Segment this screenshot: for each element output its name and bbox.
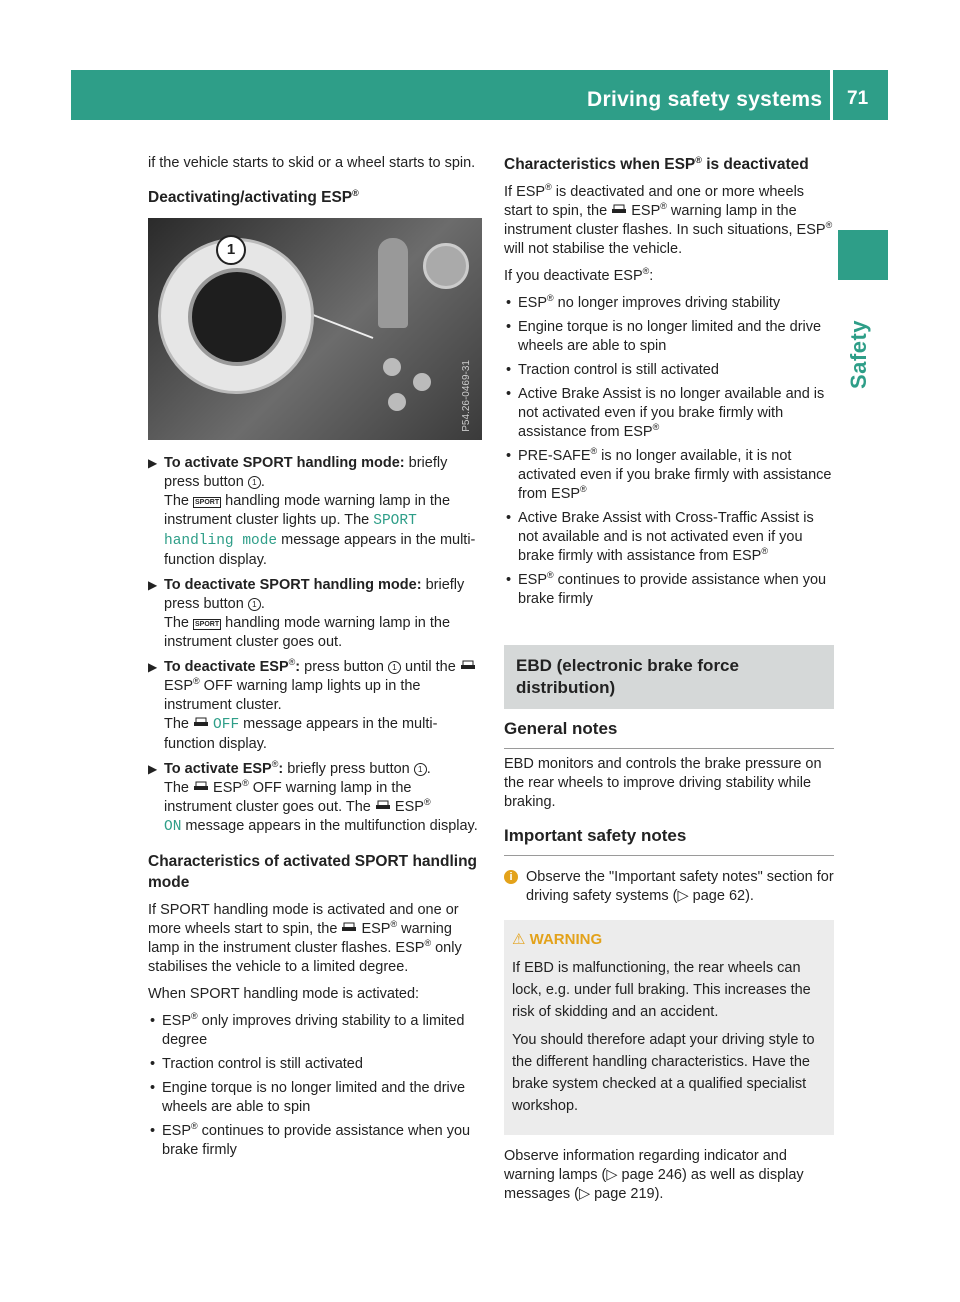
esp-off-icon — [193, 780, 209, 794]
sport-button-icon: SPORT — [195, 499, 220, 506]
heading-deactivate-esp: Deactivating/activating ESP® — [148, 187, 359, 206]
esp-icon — [375, 799, 391, 813]
info-note — [504, 868, 834, 906]
side-tab-label: Safety — [846, 319, 871, 389]
esp-deactivated-paragraph: If ESP® is deactivated and one or more wheels start to spin, the ESP® warning lamp in the instrument cluster flashes. In such situations, ESP® will not stabilise the vehicle. — [504, 182, 833, 257]
list-item: • Active Brake Assist is no longer available and is not activated even if you brake firmly with assistance from ESP® — [506, 386, 825, 440]
info-icon: i — [504, 870, 518, 884]
warning-title: ⚠ WARNING — [512, 931, 603, 948]
page-number: 71 — [847, 88, 869, 109]
photo-code: P54.26-0469-31 — [461, 360, 472, 432]
step-activate-sport: ▶ To activate SPORT handling mode: briefly press button 1 . The SPORT handling mode warning lamp in the instrument cluster lights up. The SPORT handling mode message appears in the multi-function display. — [148, 455, 476, 568]
esp-off-icon — [460, 659, 476, 673]
esp-off-button-icon — [188, 268, 286, 366]
console-button — [383, 358, 401, 376]
heading-sport-characteristics: Characteristics of activated SPORT handling mode — [148, 853, 478, 891]
esp-icon — [611, 203, 627, 217]
left-column — [148, 154, 482, 1165]
callout-1: 1 — [216, 235, 246, 265]
list-item: • Engine torque is no longer limited and the drive wheels are able to spin — [506, 319, 822, 354]
step-deactivate-sport: ▶ To deactivate SPORT handling mode: briefly press button 1 . The SPORT handling mode warning lamp in the instrument cluster goes out. — [148, 577, 465, 650]
list-item: • Traction control is still activated — [506, 362, 719, 378]
sport-when-activated: When SPORT handling mode is activated: — [148, 986, 420, 1002]
step-deactivate-esp: ▶ To deactivate ESP®: press button 1 until the ESP® OFF warning lamp lights up in the instrument cluster. The OFF message appears in the multi-function display. — [148, 658, 482, 754]
ebd-text: EBD monitors and controls the brake pressure on the rear wheels to improve driving stability while braking. — [504, 756, 822, 810]
warning-box — [504, 920, 834, 1135]
warning-text-1: If EBD is malfunctioning, the rear wheels can lock, e.g. under full braking. This increases the risk of skidding and an accident. — [512, 960, 811, 1020]
heading-esp-deactivated: Characteristics when ESP® is deactivated — [504, 154, 809, 173]
warning-text-2: You should therefore adapt your driving style to the different handling characteristics. Have the brake system checked at a qualified specialist workshop. — [512, 1032, 815, 1114]
esp-icon — [193, 716, 209, 730]
section-title: Driving safety systems — [587, 88, 823, 111]
console-button — [413, 373, 431, 391]
general-notes-heading: General notes — [504, 719, 834, 749]
list-item: • ESP® continues to provide assistance when you brake firmly — [506, 570, 827, 607]
list-item: • PRE-SAFE® is no longer available, it is not activated even if you brake firmly with assistance from ESP® — [506, 446, 832, 502]
step-activate-esp: ▶ To activate ESP®: briefly press button 1 . The ESP® OFF warning lamp in the instrument cluster goes out. The ESP® ON message appears in the multifunction display. — [148, 759, 478, 835]
controller-knob — [423, 243, 469, 289]
header-divider — [830, 70, 833, 120]
warning-triangle-icon: ⚠ — [512, 931, 526, 948]
esp-icon — [341, 921, 357, 935]
console-button — [388, 393, 406, 411]
sport-paragraph: If SPORT handling mode is activated and one or more wheels start to spin, the ESP® warning lamp in the instrument cluster flashes. ESP® only stabilises the vehicle to a limited degree. — [148, 902, 462, 975]
final-note: Observe information regarding indicator and warning lamps (▷ page 246) as well as display messages (▷ page 219). — [504, 1148, 804, 1202]
intro-text: if the vehicle starts to skid or a wheel starts to spin. — [148, 155, 476, 171]
sport-button-icon: SPORT — [195, 621, 220, 628]
info-text: Observe the "Important safety notes" section for driving safety systems (▷ page 62). — [526, 869, 834, 904]
list-item: • ESP® only improves driving stability to a limited degree — [150, 1011, 465, 1048]
list-item: • Traction control is still activated — [150, 1056, 363, 1072]
esp-button-photo — [148, 218, 482, 440]
side-tab-marker — [838, 230, 888, 280]
list-item: • ESP® continues to provide assistance when you brake firmly — [150, 1121, 471, 1158]
list-item: • Engine torque is no longer limited and the drive wheels are able to spin — [150, 1080, 466, 1115]
ebd-heading: EBD (electronic brake force distribution) — [504, 645, 834, 709]
gear-lever — [378, 238, 408, 328]
list-item: • ESP® no longer improves driving stability — [506, 293, 781, 311]
right-column — [504, 154, 834, 1212]
if-deactivate: If you deactivate ESP®: — [504, 266, 654, 284]
list-item: • Active Brake Assist with Cross-Traffic Assist is not available and is not activated even if you brake firmly with assistance from ESP® — [506, 510, 814, 564]
safety-notes-heading: Important safety notes — [504, 826, 834, 856]
